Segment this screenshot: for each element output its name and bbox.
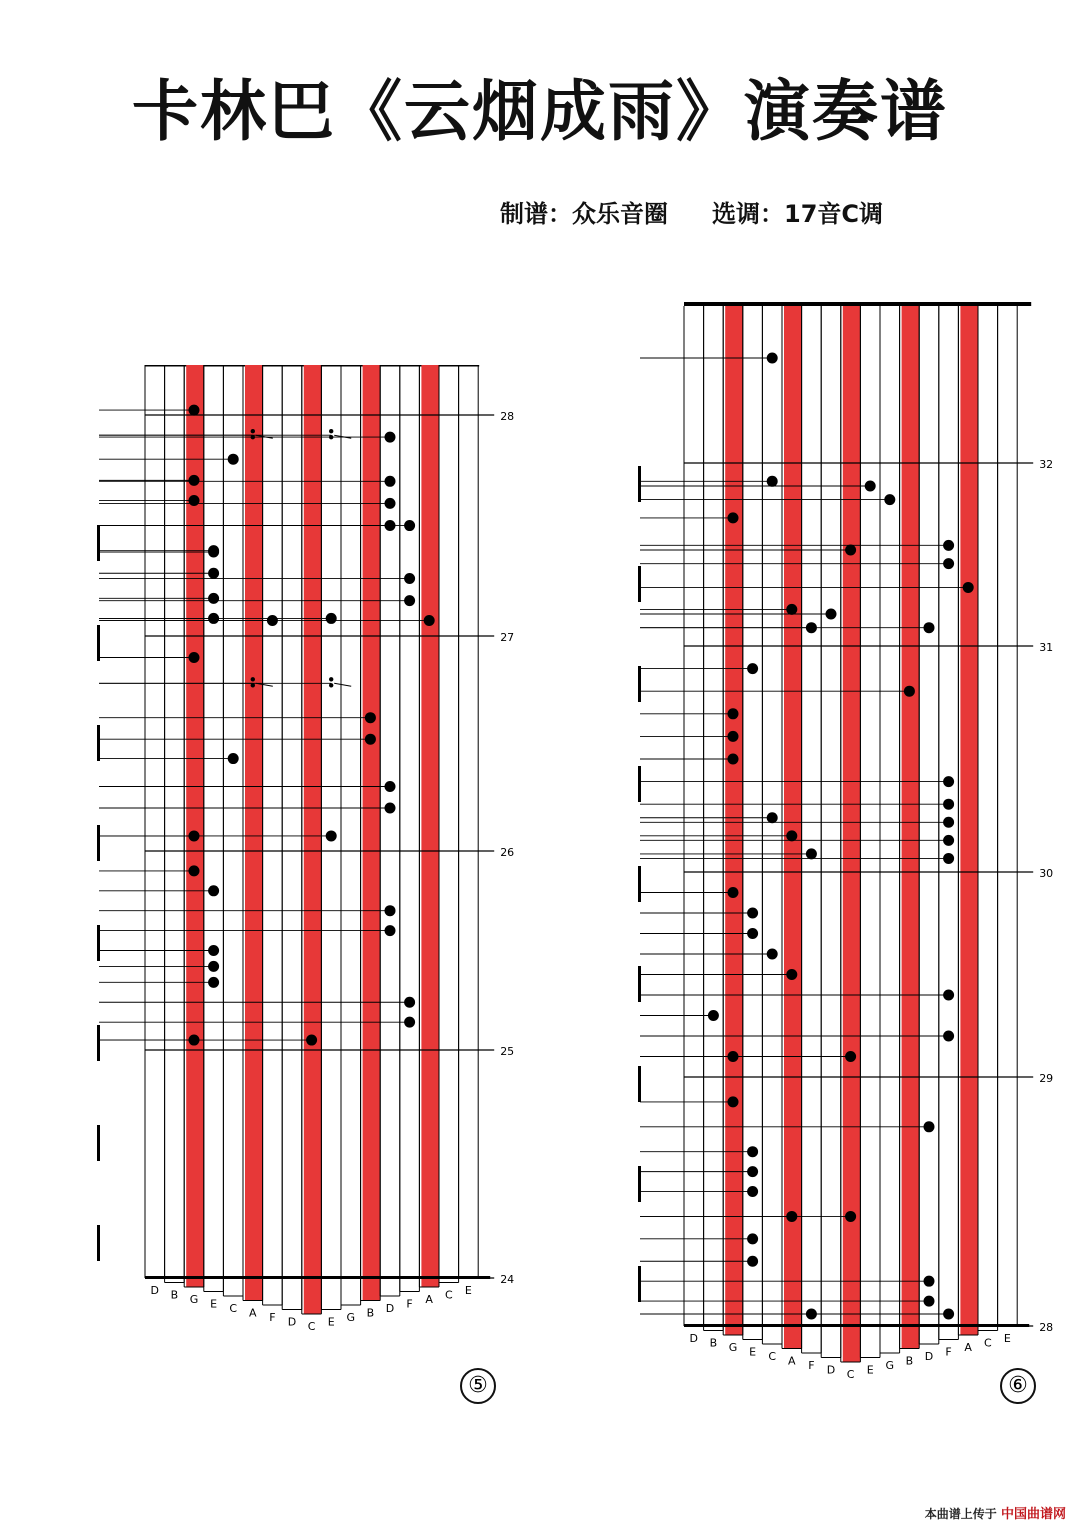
note	[924, 622, 935, 633]
beam-stem	[638, 866, 641, 902]
note	[786, 830, 797, 841]
tine-label: B	[905, 1354, 914, 1368]
note	[963, 582, 974, 593]
tine-label: G	[885, 1359, 895, 1372]
note	[747, 908, 758, 919]
measure-number: 29	[1039, 1072, 1054, 1085]
note	[728, 512, 739, 523]
beam-stem	[638, 466, 641, 502]
tine-label: F	[406, 1297, 413, 1311]
tine-label: F	[808, 1359, 815, 1372]
tine-label: B	[366, 1306, 375, 1320]
note	[786, 969, 797, 980]
beam-stem	[638, 1166, 641, 1202]
note	[747, 1233, 758, 1244]
tine-label: A	[964, 1341, 972, 1354]
measure-number: 30	[1039, 867, 1054, 880]
footer-brand: 中国曲谱网	[1000, 1507, 1066, 1522]
note	[767, 812, 778, 823]
tine-label: B	[170, 1288, 179, 1302]
beam-stem	[638, 766, 641, 802]
note	[924, 1296, 935, 1307]
note	[786, 604, 797, 615]
beam-stem	[638, 966, 641, 1002]
note	[806, 848, 817, 859]
note	[826, 609, 837, 620]
measure-number: 28	[1039, 1321, 1054, 1334]
tine-label: D	[826, 1363, 836, 1377]
arranger-credit: 制谱：众乐音圈	[500, 200, 668, 228]
measure-number: 31	[1039, 641, 1054, 654]
note	[943, 1031, 954, 1042]
tine-label: D	[689, 1332, 699, 1345]
tine-label: E	[464, 1284, 472, 1297]
tine-label: D	[287, 1315, 297, 1329]
note	[943, 817, 954, 828]
tine-label: E	[749, 1345, 757, 1359]
note	[728, 1096, 739, 1107]
note	[943, 853, 954, 864]
tine-label: F	[269, 1311, 276, 1324]
tine-label: F	[945, 1345, 952, 1359]
note	[747, 1146, 758, 1157]
tine-label: C	[444, 1288, 453, 1302]
note	[943, 776, 954, 787]
note	[708, 1010, 719, 1021]
tine-label: A	[788, 1354, 796, 1368]
note	[924, 1276, 935, 1287]
tine-red	[725, 306, 743, 1335]
tine-label: C	[307, 1320, 316, 1333]
note	[943, 558, 954, 569]
note	[884, 494, 895, 505]
note	[845, 1051, 856, 1062]
tine-label: C	[846, 1368, 855, 1381]
tine-label: D	[385, 1302, 395, 1315]
tine-red	[843, 306, 861, 1362]
tine-label: C	[229, 1302, 238, 1315]
note	[728, 731, 739, 742]
measure-number: 24	[500, 1273, 515, 1286]
note	[943, 1309, 954, 1320]
tine-label: G	[346, 1311, 356, 1324]
tine-label: C	[768, 1350, 777, 1363]
key-info: 选调：17音C调	[712, 200, 884, 228]
measure-number: 26	[500, 846, 515, 859]
measure-number: 32	[1039, 458, 1054, 471]
tine-label: A	[249, 1306, 257, 1320]
note	[924, 1121, 935, 1132]
measure-number: 27	[500, 631, 515, 644]
note	[747, 1186, 758, 1197]
note	[747, 928, 758, 939]
note	[728, 754, 739, 765]
note	[767, 353, 778, 364]
tine-label: E	[866, 1363, 874, 1377]
footer-credit	[925, 1503, 1066, 1522]
page-number-left: ⑤	[460, 1368, 496, 1404]
tine-red	[960, 306, 978, 1335]
note	[767, 949, 778, 960]
measure-number: 25	[500, 1045, 515, 1058]
tine-label: E	[210, 1297, 218, 1311]
note	[728, 887, 739, 898]
page-title: 卡林巴《云烟成雨》演奏谱	[132, 73, 948, 150]
note	[943, 540, 954, 551]
note	[904, 686, 915, 697]
footer-prefix: 本曲谱上传于	[924, 1507, 997, 1521]
note	[865, 481, 876, 492]
tine-label: G	[189, 1293, 199, 1306]
measure-number: 28	[500, 410, 515, 423]
tab-top-bar	[684, 302, 1031, 306]
tine-label: E	[1003, 1332, 1011, 1345]
page-number-right: ⑥	[1000, 1368, 1036, 1404]
tine-label: E	[327, 1315, 335, 1329]
note	[747, 1256, 758, 1267]
note	[845, 1211, 856, 1222]
tine-label: D	[924, 1350, 934, 1363]
note	[943, 990, 954, 1001]
tine-label: D	[150, 1284, 160, 1297]
tine-label: C	[983, 1336, 992, 1350]
note	[747, 1166, 758, 1177]
beam-stem	[638, 566, 641, 602]
note	[767, 476, 778, 487]
note	[747, 663, 758, 674]
note	[728, 708, 739, 719]
tine-label: G	[728, 1341, 738, 1354]
tine-label: B	[709, 1336, 718, 1350]
beam-stem	[638, 1266, 641, 1302]
note	[943, 799, 954, 810]
note	[845, 545, 856, 556]
beam-stem	[638, 666, 641, 702]
note	[943, 835, 954, 846]
tine-label: A	[425, 1293, 433, 1306]
beam-stem	[638, 1066, 641, 1102]
